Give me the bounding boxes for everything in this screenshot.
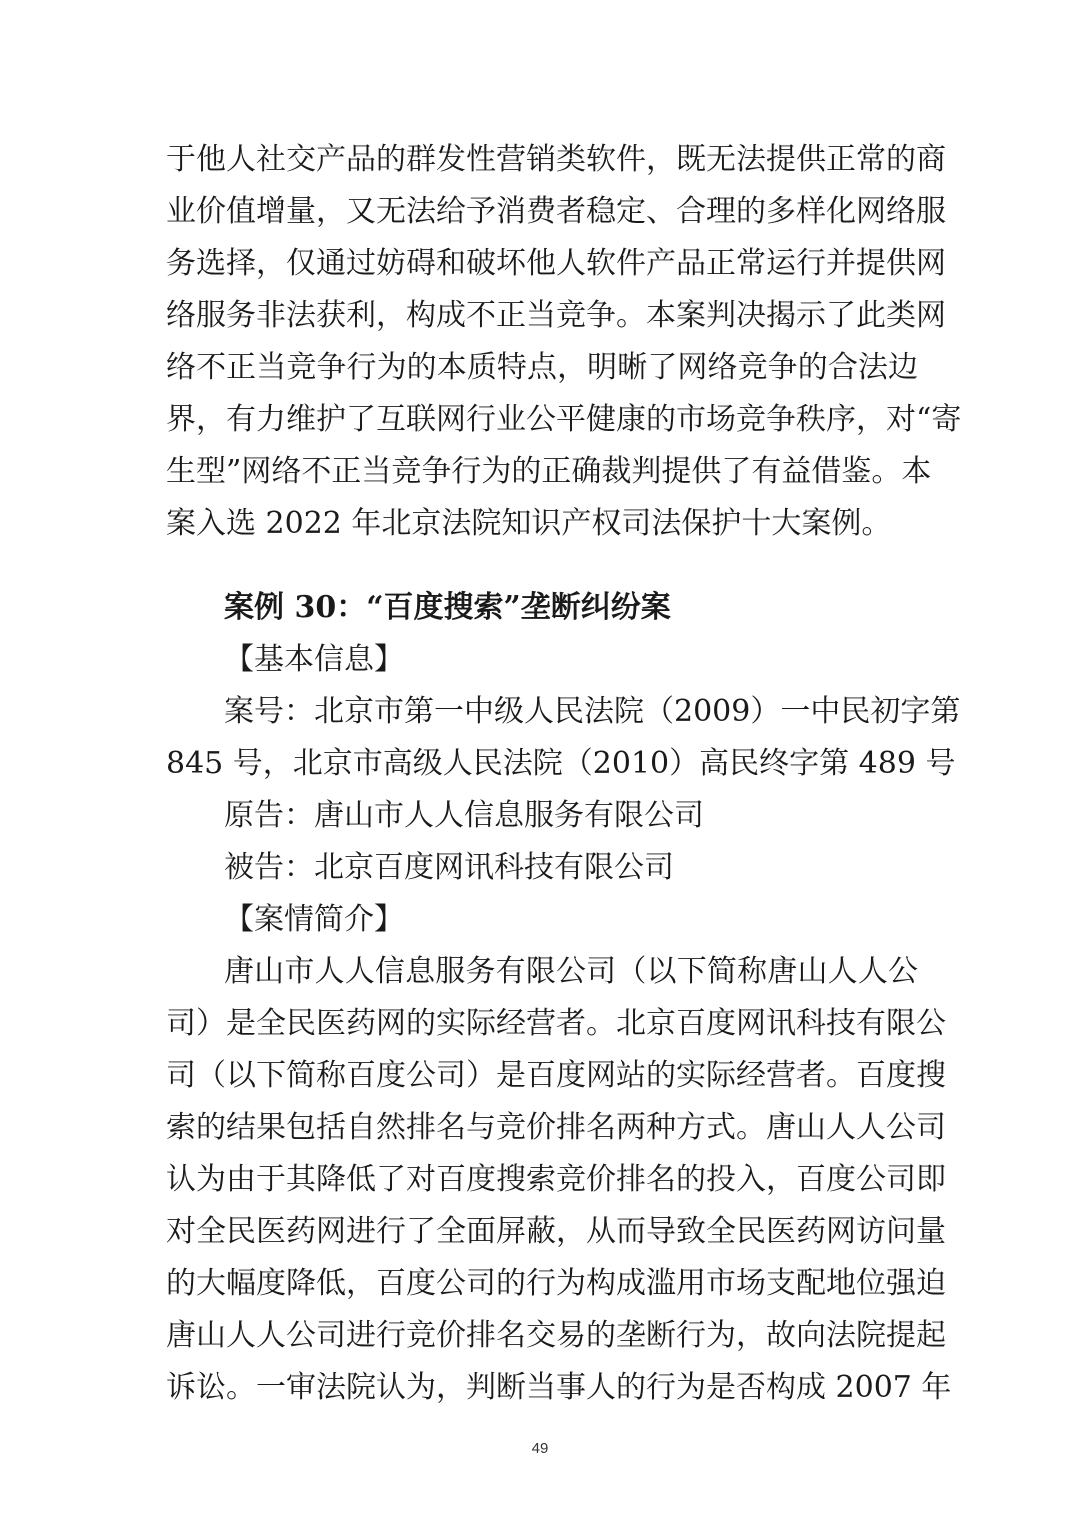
case-number-line: 案号：北京市第一中级人民法院（2009）一中民初字第 — [224, 694, 961, 729]
paragraph-2-line: 对全民医药网进行了全面屏蔽，从而导致全民医药网访问量 — [166, 1214, 946, 1249]
page-number: 49 — [531, 1440, 549, 1457]
defendant: 被告：北京百度网讯科技有限公司 — [224, 850, 674, 885]
paragraph-2-line: 的大幅度降低，百度公司的行为构成滥用市场支配地位强迫 — [166, 1266, 946, 1301]
paragraph-2-line: 唐山人人公司进行竞价排名交易的垄断行为，故向法院提起 — [166, 1318, 946, 1353]
paragraph-1-line: 界，有力维护了互联网行业公平健康的市场竞争秩序，对“寄 — [166, 402, 962, 437]
paragraph-1-line: 案入选 2022 年北京法院知识产权司法保护十大案例。 — [166, 506, 892, 541]
summary-label: 【案情简介】 — [224, 902, 404, 937]
paragraph-1-line: 络服务非法获利，构成不正当竞争。本案判决揭示了此类网 — [166, 298, 946, 333]
paragraph-2-line: 认为由于其降低了对百度搜索竞价排名的投入，百度公司即 — [166, 1162, 946, 1197]
case-heading: 案例 30：“百度搜索”垄断纠纷案 — [224, 590, 671, 625]
basic-info-label: 【基本信息】 — [224, 642, 404, 677]
paragraph-2-line: 诉讼。一审法院认为，判断当事人的行为是否构成 2007 年 — [166, 1370, 952, 1405]
plaintiff: 原告：唐山市人人信息服务有限公司 — [224, 798, 704, 833]
paragraph-2-line: 索的结果包括自然排名与竞价排名两种方式。唐山人人公司 — [166, 1110, 946, 1145]
paragraph-1-line: 业价值增量，又无法给予消费者稳定、合理的多样化网络服 — [166, 194, 946, 229]
paragraph-1-line: 务选择，仅通过妨碍和破坏他人软件产品正常运行并提供网 — [166, 246, 946, 281]
paragraph-1-line: 络不正当竞争行为的本质特点，明晰了网络竞争的合法边 — [166, 350, 918, 385]
paragraph-1-line: 于他人社交产品的群发性营销类软件，既无法提供正常的商 — [166, 142, 946, 177]
paragraph-2-line: 司）是全民医药网的实际经营者。北京百度网讯科技有限公 — [166, 1006, 946, 1041]
paragraph-2-line: 唐山市人人信息服务有限公司（以下简称唐山人人公 — [224, 954, 918, 989]
paragraph-1-line: 生型”网络不正当竞争行为的正确裁判提供了有益借鉴。本 — [166, 454, 932, 489]
paragraph-2-line: 司（以下简称百度公司）是百度网站的实际经营者。百度搜 — [166, 1058, 946, 1093]
case-number-line: 845 号，北京市高级人民法院（2010）高民终字第 489 号 — [166, 746, 956, 781]
